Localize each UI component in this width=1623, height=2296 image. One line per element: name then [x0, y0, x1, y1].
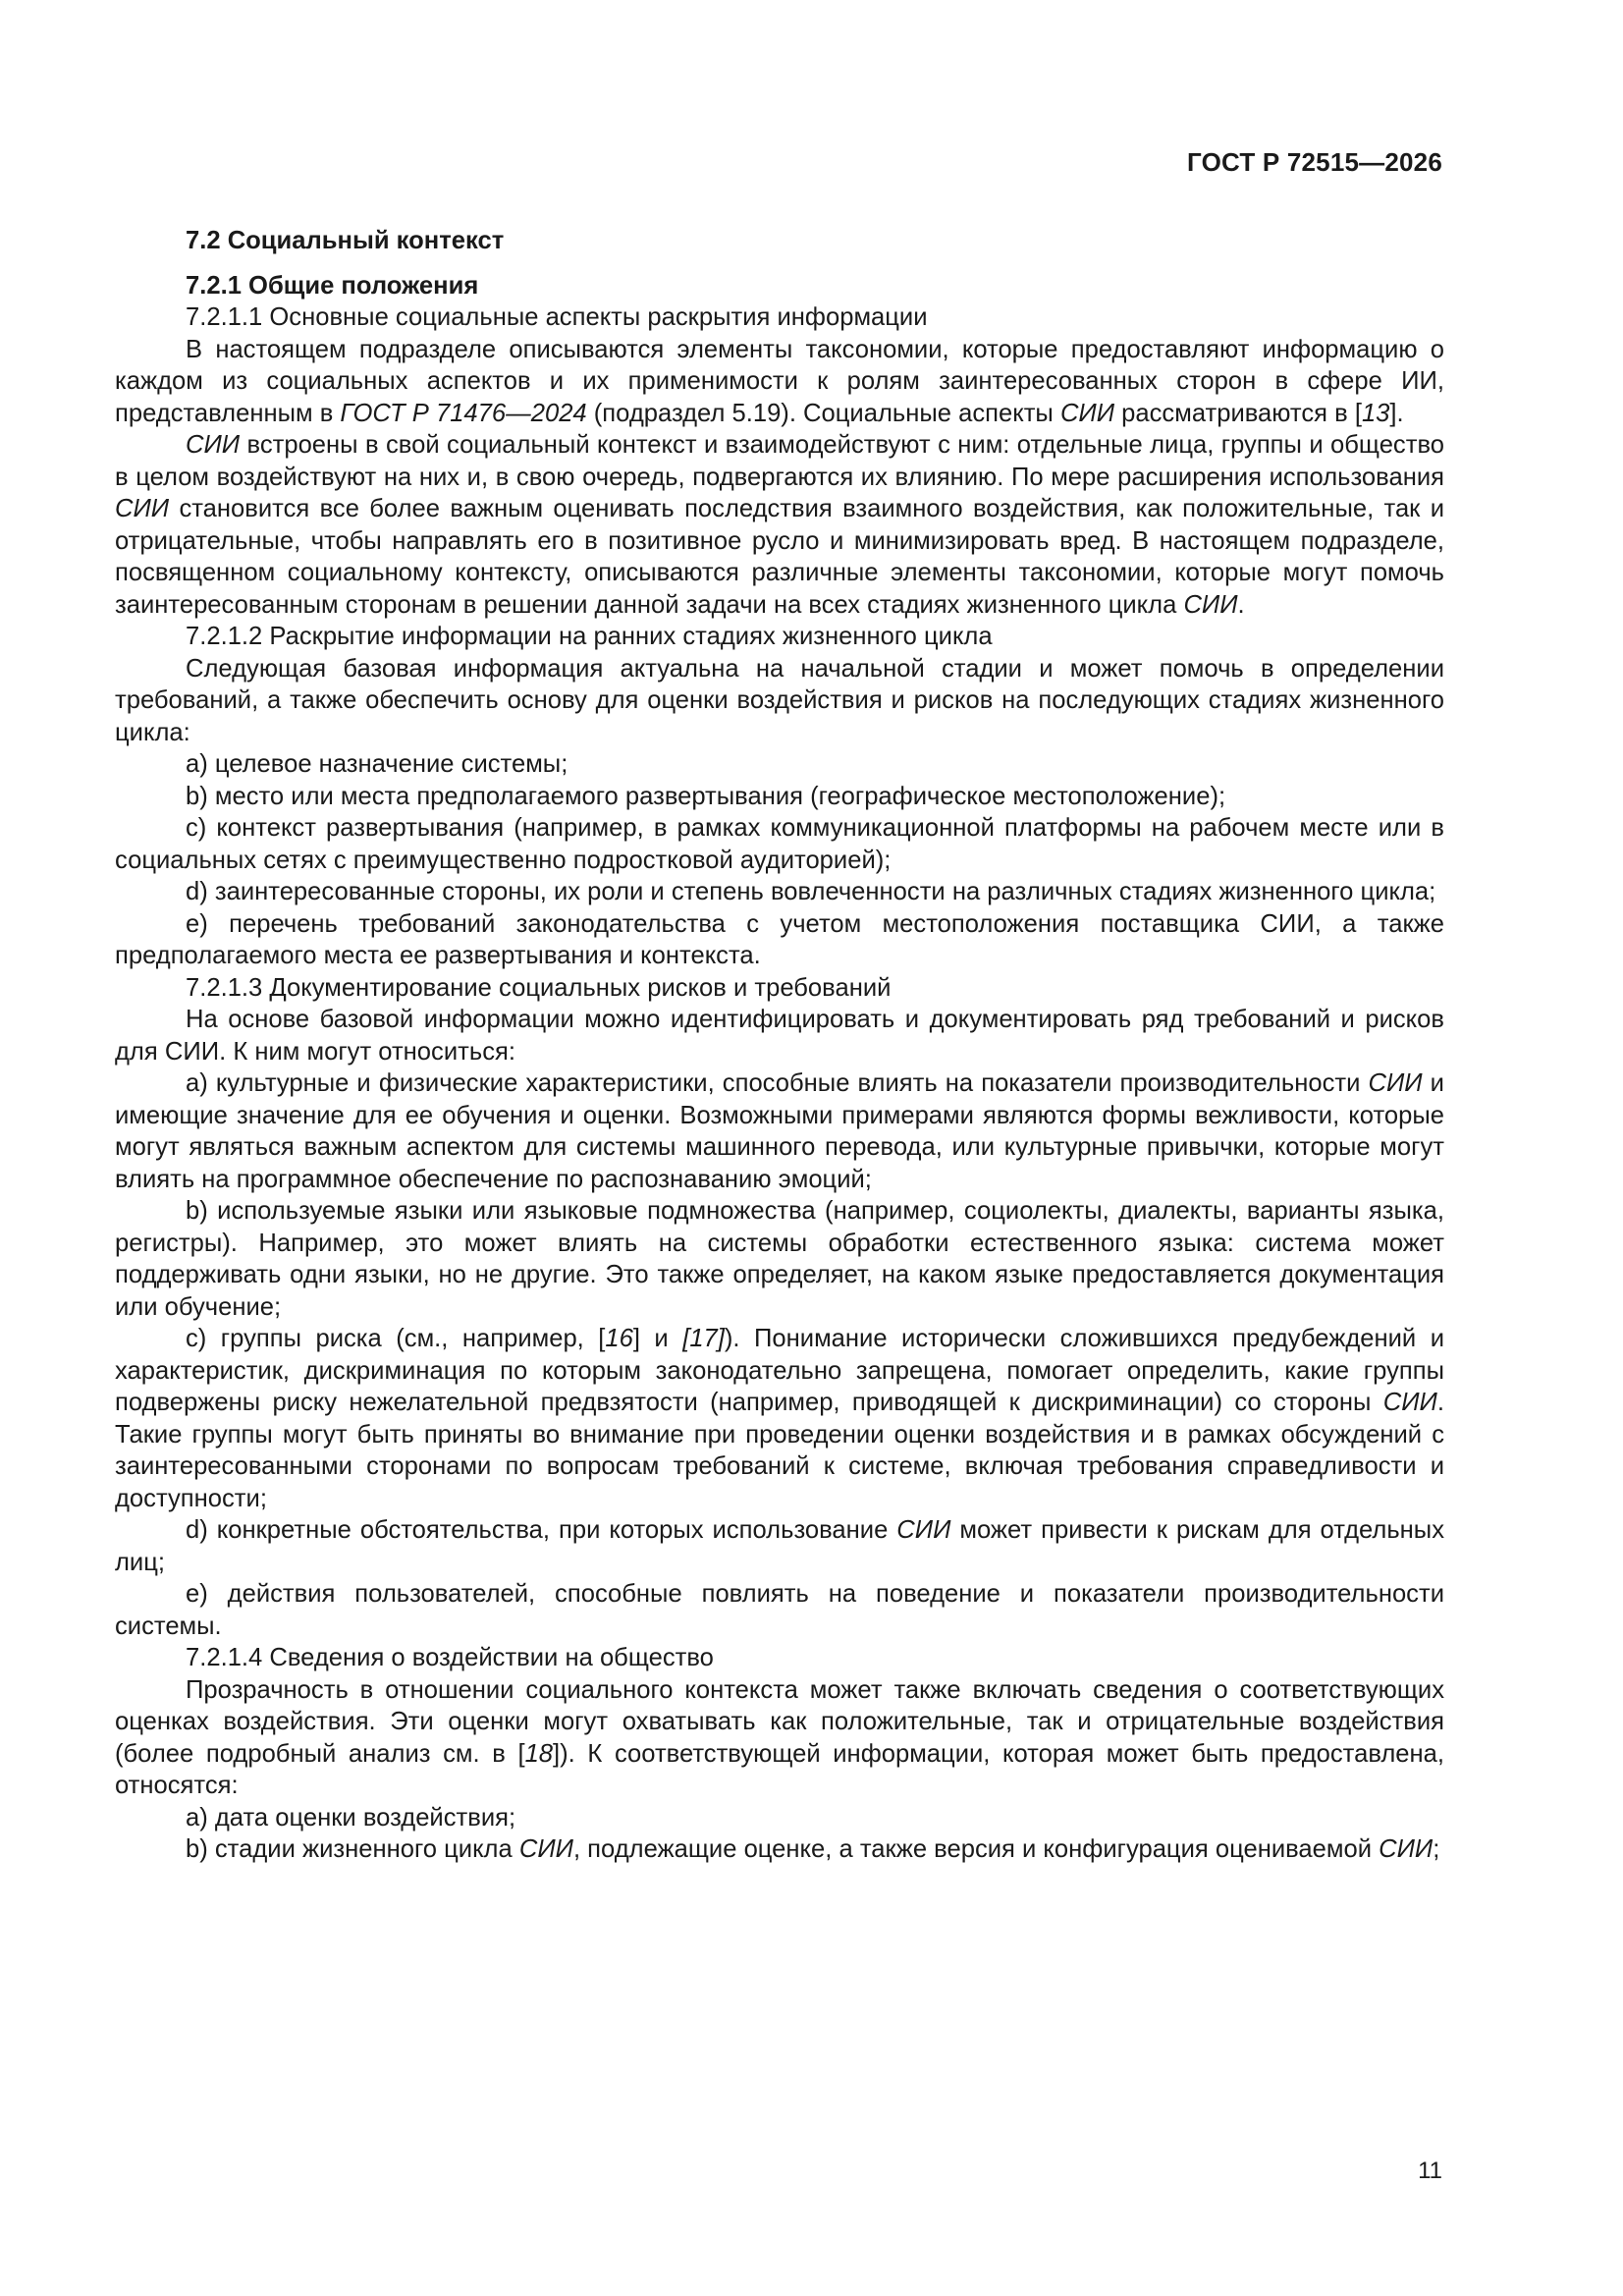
paragraph: Следующая базовая информация актуальна на начальной стадии и может помочь в определении требований, а также обеспечить основу для оценки воздействия и рисков на последующих стадиях жизненного цикла: [115, 654, 1444, 746]
list-item: d) заинтересованные стороны, их роли и степень вовлеченности на различных стадиях жизненного цикла; [186, 878, 1436, 905]
list-item: c) группы риска (см., например, [16] и [17]). Понимание исторически сложившихся предубеждений и характеристик, дискриминация по которым законодательно запрещена, помогает определить, какие группы подвержены риску нежелательной предвзятости (например, приводящей к дискриминации) со стороны СИИ. Такие группы могут быть приняты во внимание при проведении оценки воздействия и в рамках обсуждений с заинтересованными сторонами по вопросам требований к системе, включая требования справедливости и доступности; [115, 1325, 1444, 1512]
subsection-title-7-2-1-4: 7.2.1.4 Сведения о воздействии на общество [186, 1644, 714, 1671]
section-heading-7-2: 7.2 Социальный контекст [186, 227, 505, 254]
subsection-title-7-2-1-2: 7.2.1.2 Раскрытие информации на ранних стадиях жизненного цикла [186, 623, 993, 650]
paragraph: Прозрачность в отношении социального контекста может также включать сведения о соответствующих оценках воздействия. Эти оценки могут охватывать как положительные, так и отрицательные воздействия (более подробный анализ см. в [18]). К соответствующей информации, которая может быть предоставлена, относятся: [115, 1675, 1444, 1799]
section-heading-7-2-1: 7.2.1 Общие положения [186, 271, 479, 300]
page-number: 11 [1418, 2158, 1442, 2184]
list-item: b) используемые языки или языковые подмножества (например, социолекты, диалекты, варианты языка, регистры). Например, это может влиять на системы обработки естественного языка: система может поддерживать одни языки, но не другие. Это также определяет, на каком языке предоставляется документация или обучение; [115, 1197, 1444, 1321]
list-item: a) дата оценки воздействия; [186, 1803, 516, 1831]
list-item: c) контекст развертывания (например, в рамках коммуникационной платформы на рабочем месте или в социальных сетях с преимущественно подростковой аудиторией); [115, 814, 1444, 874]
list-item: a) культурные и физические характеристики, способные влиять на показатели производительности СИИ и имеющие значение для ее обучения и оценки. Возможными примерами являются формы вежливости, которые могут являться важным аспектом для системы машинного перевода, или культурные привычки, которые могут влиять на программное обеспечение по распознаванию эмоций; [115, 1069, 1444, 1193]
standard-reference: ГОСТ Р 71476—2024 [340, 399, 587, 427]
standard-designation: ГОСТ Р 72515—2026 [1187, 147, 1442, 177]
citation: [17] [682, 1325, 725, 1352]
list-item: b) место или места предполагаемого развертывания (географическое местоположение); [186, 782, 1226, 810]
list-item: a) целевое назначение системы; [186, 750, 568, 778]
subsection-title-7-2-1-3: 7.2.1.3 Документирование социальных рисков и требований [186, 973, 892, 1002]
citation: 18 [524, 1739, 554, 1768]
citation: 13 [1361, 399, 1390, 427]
document-body [115, 225, 1444, 1866]
citation: 16 [605, 1325, 633, 1352]
paragraph: В настоящем подразделе описываются элементы таксономии, которые предоставляют информацию о каждом из социальных аспектов и их применимости к ролям заинтересованных сторон в сфере ИИ, представленным в ГОСТ Р 71476—2024 (подраздел 5.19). Социальные аспекты СИИ рассматриваются в [13]. [115, 335, 1444, 427]
list-item: e) перечень требований законодательства с учетом местоположения поставщика СИИ, а также предполагаемого места ее развертывания и контекста. [115, 909, 1444, 969]
paragraph: СИИ встроены в свой социальный контекст и взаимодействуют с ним: отдельные лица, группы и общество в целом воздействуют на них и, в свою очередь, подвергаются их влиянию. По мере расширения использования СИИ становится все более важным оценивать последствия взаимного воздействия, как положительные, так и отрицательные, чтобы направлять его в позитивное русло и минимизировать вред. В настоящем подразделе, посвященном социальному контексту, описываются различные элементы таксономии, которые могут помочь заинтересованным сторонам в решении данной задачи на всех стадиях жизненного цикла СИИ. [115, 431, 1444, 619]
list-item: d) конкретные обстоятельства, при которых использование СИИ может привести к рискам для отдельных лиц; [115, 1516, 1444, 1576]
list-item: e) действия пользователей, способные повлиять на поведение и показатели производительности системы. [115, 1580, 1444, 1640]
list-item: b) стадии жизненного цикла СИИ, подлежащие оценке, а также версия и конфигурация оцениваемой СИИ; [186, 1835, 1440, 1863]
subsection-title-7-2-1-1: 7.2.1.1 Основные социальные аспекты раскрытия информации [186, 303, 928, 331]
paragraph: На основе базовой информации можно идентифицировать и документировать ряд требований и рисков для СИИ. К ним могут относиться: [115, 1006, 1444, 1066]
